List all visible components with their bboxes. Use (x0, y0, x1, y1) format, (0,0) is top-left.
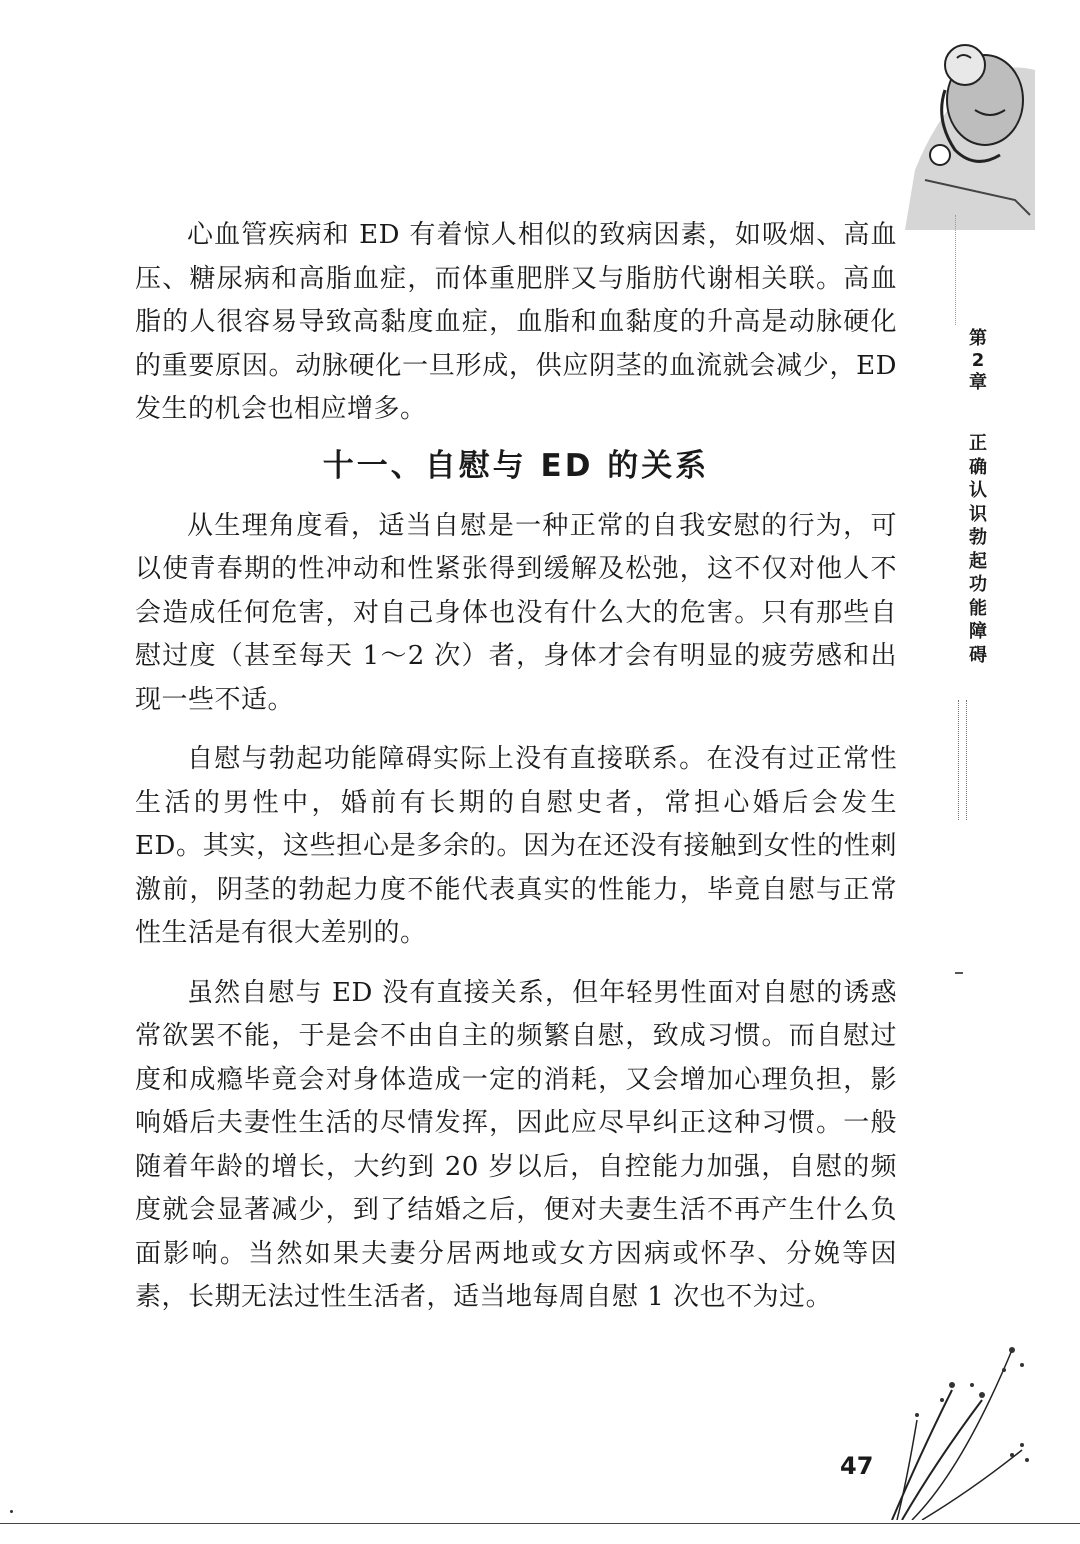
margin-dotted-line (966, 700, 969, 820)
paragraph: 自慰与勃起功能障碍实际上没有直接联系。在没有过正常性生活的男性中，婚前有长期的自慰史者，常担心婚后会发生 ED。其实，这些担心是多余的。因为在还没有接触到女性的性刺激前，阴茎的勃起力度不能代表真实的性能力，毕竟自慰与正常性生活是有很大差别的。 (135, 744, 897, 948)
chapter-title-char: 勃 (969, 527, 987, 548)
margin-dotted-line (958, 700, 961, 820)
grass-illustration (862, 1330, 1042, 1520)
chapter-title-char: 识 (969, 503, 987, 525)
chapter-title-char: 确 (969, 456, 987, 478)
chapter-title-char: 功 (969, 574, 987, 595)
chapter-title-char: 正 (969, 433, 987, 454)
margin-mark (955, 972, 963, 974)
chapter-tab (958, 328, 998, 667)
chapter-char: 2 (971, 350, 985, 371)
page-number: 47 (840, 1452, 874, 1480)
margin-dot (10, 1510, 13, 1513)
chapter-char: 第 (969, 328, 987, 349)
bottom-rule (0, 1523, 1080, 1524)
chapter-title-char: 碍 (969, 644, 987, 666)
chapter-title-char: 能 (969, 597, 987, 619)
chapter-title-char: 起 (969, 550, 987, 572)
chapter-illustration (905, 30, 1035, 230)
paragraph: 心血管疾病和 ED 有着惊人相似的致病因素，如吸烟、高血压、糖尿病和高脂血症，而体重肥胖又与脂肪代谢相关联。高血脂的人很容易导致高黏度血症，血脂和血黏度的升高是动脉硬化的重要原因。动脉硬化一旦形成，供应阴茎的血流就会减少，ED 发生的机会也相应增多。 (135, 220, 897, 424)
paragraph: 虽然自慰与 ED 没有直接关系，但年轻男性面对自慰的诱惑常欲罢不能，于是会不由自主的频繁自慰，致成习惯。而自慰过度和成瘾毕竟会对身体造成一定的消耗，又会增加心理负担，影响婚后夫妻性生活的尽情发挥，因此应尽早纠正这种习惯。一般随着年龄的增长，大约到 20 岁以后，自控能力加强，自慰的频度就会显著减少，到了结婚之后，便对夫妻生活不再产生什么负面影响。当然如果夫妻分居两地或女方因病或怀孕、分娩等因素，长期无法过性生活者，适当地每周自慰 1 次也不为过。 (135, 977, 897, 1312)
paragraph: 从生理角度看，适当自慰是一种正常的自我安慰的行为，可以使青春期的性冲动和性紧张得到缓解及松弛，这不仅对他人不会造成任何危害，对自己身体也没有什么大的危害。只有那些自慰过度（甚至每天 1～2 次）者，身体才会有明显的疲劳感和出现一些不适。 (135, 510, 897, 715)
chapter-title (958, 432, 998, 667)
chapter-title-char: 障 (969, 621, 987, 642)
section-heading: 十一、自慰与 ED 的关系 (322, 447, 710, 484)
body-text (135, 214, 897, 1336)
chapter-char: 章 (969, 372, 987, 393)
chapter-title-char: 认 (969, 480, 987, 501)
margin-rule (955, 215, 958, 325)
